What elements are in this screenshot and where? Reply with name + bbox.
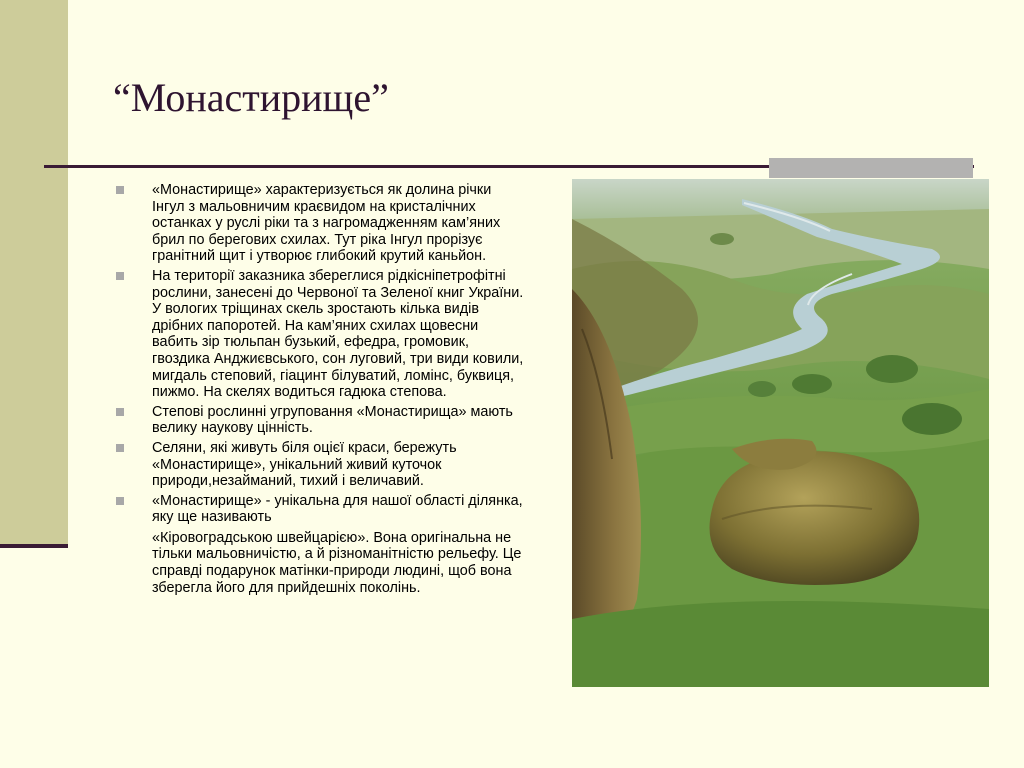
bullet-square-icon [116, 444, 124, 452]
bullet-text: Степові рослинні угруповання «Монастирища» мають велику наукову цінність. [152, 403, 513, 437]
bullet-text: «Монастирище» - унікальна для нашої області ділянка, яку ще називають [152, 492, 523, 526]
bullet-square-icon [116, 186, 124, 194]
bullet-item [116, 404, 526, 437]
bullet-item [116, 493, 526, 597]
bullet-text: «Монастирище» характеризується як долина річки Інгул з мальовничим краєвидом на кристалічних останках у руслі ріки та з нагромадженням кам’яних брил по берегових схилах. Тут ріка Інгул прорізує гранітний щит і утворює глибокий крутий каньйон. [152, 182, 501, 265]
landscape-photo [572, 179, 989, 687]
bullet-item [116, 268, 526, 401]
left-accent-divider [0, 544, 68, 548]
bullet-text: На території заказника збереглися рідкісніпетрофітні рослини, занесені до Червоної та Зеленої книг України. У вологих тріщинах скель зростають кілька видів дрібних папоротей. На кам’яних схилах щовесни вабить зір тюльпан бузький, ефедра, громовик, гвоздика Анджиєвського, сон луговий, три види ковили, мигдаль степовий, гіацинт білуватий, ломінс, буквиця, пижмо. На скелях водиться гадюка степова. [152, 267, 524, 401]
bullet-list [116, 182, 526, 599]
left-accent-band [0, 0, 68, 546]
bullet-continuation-text: «Кіровоградською швейцарією». Вона оригінальна не тільки мальовничістю, а й різноманітністю рельефу. Це справді подарунок матінки-природи людині, щоб вона зберегла його для прийдешніх поколінь. [152, 529, 522, 596]
bullet-square-icon [116, 497, 124, 505]
bullet-text: Селяни, які живуть біля оцієї краси, бережуть «Монастирище», унікальний живий куточок природи,незайманий, тихий і величавий. [152, 439, 457, 490]
bullet-square-icon [116, 408, 124, 416]
bullet-item [116, 182, 526, 265]
slide-title: “Монастирище” [113, 75, 389, 120]
decorative-gray-block [769, 158, 973, 178]
bullet-item [116, 440, 526, 490]
bullet-square-icon [116, 272, 124, 280]
